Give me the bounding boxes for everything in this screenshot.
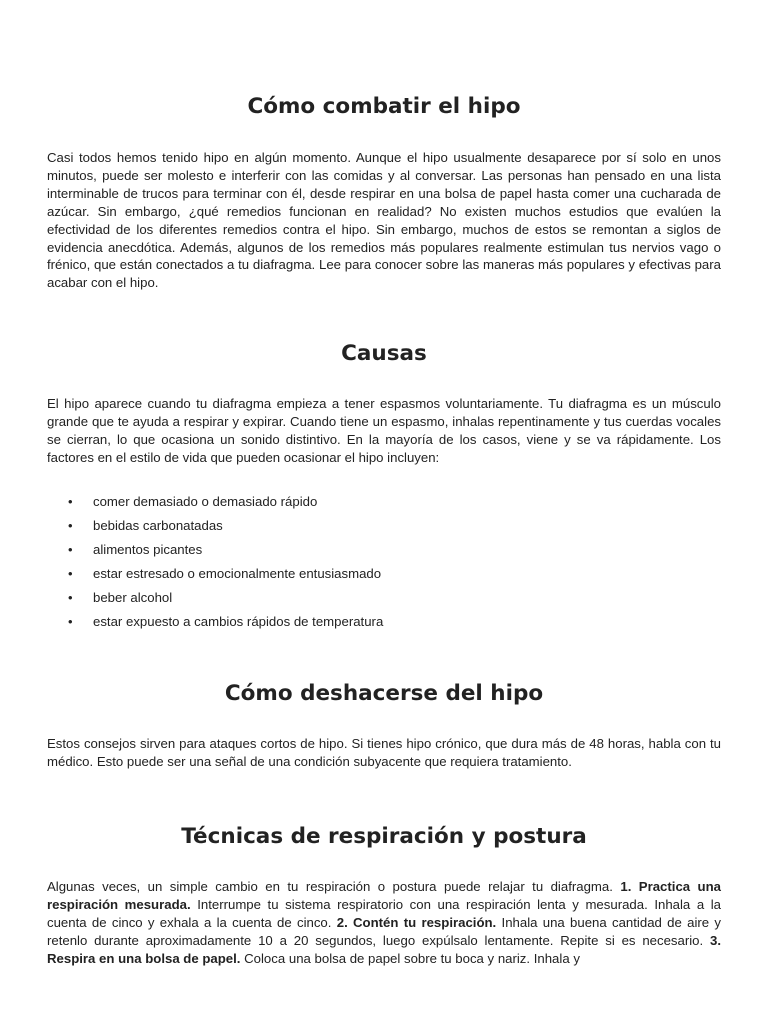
page-title: Cómo combatir el hipo — [247, 94, 521, 119]
technique-2-title: 2. Contén tu respiración. — [336, 914, 497, 930]
causes-paragraph: El hipo aparece cuando tu diafragma empieza a tener espasmos voluntariamente. Tu diafragma es un músculo grande que te ayuda a respirar y expirar. Cuando tiene un espasmo, inhalas repentinamente y tus cuerdas vocales se cierran, lo que ocasiona un sonido distintivo. En la mayoría de los casos, viene y se va rápidamente. Los factores en el estilo de vida que pueden ocasionar el hipo incluyen: — [47, 396, 721, 465]
bullet-icon: • — [68, 494, 73, 509]
techniques-text-0: Algunas veces, un simple cambio en tu respiración o postura puede relajar tu diafragma. — [47, 879, 621, 894]
bullet-icon: • — [68, 566, 73, 581]
techniques-text-1: Interrumpe tu sistema respiratorio con una respiración lenta y mesurada. Inhala a la cuenta de cinco y exhala a la cuenta de cinco. — [47, 896, 721, 930]
technique-1-title: 1. Practica una respiración mesurada. — [47, 879, 722, 912]
techniques-text-3: Coloca una bolsa de papel sobre tu boca y nariz. Inhala y — [240, 950, 580, 966]
remove-heading: Cómo deshacerse del hipo — [224, 681, 544, 706]
list-item — [47, 562, 721, 586]
list-item — [47, 490, 721, 514]
list-item-text: beber alcohol — [93, 590, 173, 605]
list-item-text: alimentos picantes — [93, 542, 203, 557]
list-item-text: estar expuesto a cambios rápidos de temperatura — [93, 614, 384, 629]
causes-heading: Causas — [341, 341, 427, 366]
bullet-icon: • — [68, 542, 73, 557]
techniques-heading: Técnicas de respiración y postura — [181, 824, 587, 849]
techniques-text-2: Inhala una buena cantidad de aire y retenlo durante aproximadamente 10 a 20 segundos, luego expúlsalo lentamente. Repite si es necesario. — [47, 914, 721, 948]
remove-paragraph: Estos consejos sirven para ataques cortos de hipo. Si tienes hipo crónico, que dura más de 48 horas, habla con tu médico. Esto puede ser una señal de una condición subyacente que requiera tratamiento. — [47, 736, 721, 769]
list-item-text: bebidas carbonatadas — [93, 518, 223, 533]
bullet-icon: • — [68, 590, 73, 605]
technique-3-title: 3. Respira en una bolsa de papel. — [47, 932, 721, 966]
intro-paragraph: Casi todos hemos tenido hipo en algún momento. Aunque el hipo usualmente desaparece por sí solo en unos minutos, puede ser molesto e interferir con las comidas y al conversar. Las personas han pensado en una lista interminable de trucos para terminar con él, desde respirar en una bolsa de papel hasta comer una cucharada de azúcar. Sin embargo, ¿qué remedios funcionan en realidad? No existen muchos estudios que evalúen la efectividad de los diferentes remedios contra el hipo. Sin embargo, muchos de estos se remontan a siglos de evidencia anecdótica. Además, algunos de los remedios más populares realmente estimulan tus nervios vago o frénico, que están conectados a tu diafragma. Lee para conocer sobre las maneras más populares y efectivas para acabar con el hipo. — [47, 150, 721, 291]
list-item — [47, 538, 721, 562]
list-item-text: estar estresado o emocionalmente entusiasmado — [93, 566, 382, 581]
list-item — [47, 610, 721, 634]
list-item-text: comer demasiado o demasiado rápido — [93, 494, 318, 509]
list-item — [47, 586, 721, 610]
causes-list — [47, 490, 721, 634]
bullet-icon: • — [68, 614, 73, 629]
bullet-icon: • — [68, 518, 73, 533]
techniques-paragraph — [47, 878, 721, 968]
list-item — [47, 514, 721, 538]
